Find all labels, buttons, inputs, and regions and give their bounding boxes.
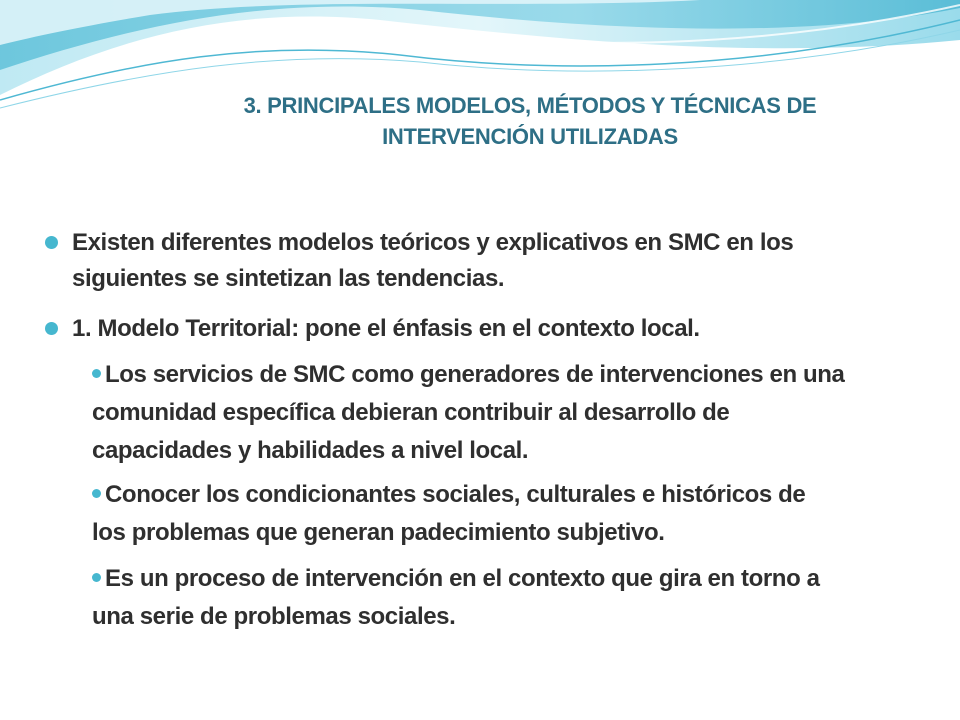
bullet-item-1 bbox=[72, 225, 932, 297]
sub-bullet-dot-icon bbox=[92, 489, 101, 498]
bullet-item-2 bbox=[72, 311, 932, 347]
bullet-dot-icon bbox=[45, 236, 58, 249]
sub-bullet-item-1 bbox=[92, 356, 922, 470]
sub-bullet-dot-icon bbox=[92, 573, 101, 582]
sub-bullet-3-line-2: una serie de problemas sociales. bbox=[92, 603, 456, 630]
sub-bullet-2-line-1: Conocer los condicionantes sociales, culturales e históricos de bbox=[105, 481, 806, 508]
bullet-2-line-1: 1. Modelo Territorial: pone el énfasis en el contexto local. bbox=[72, 315, 700, 342]
sub-bullet-item-2 bbox=[92, 476, 922, 552]
title-line-1: 3. PRINCIPALES MODELOS, MÉTODOS Y TÉCNICAS DE bbox=[243, 93, 817, 118]
bullet-1-line-1: Existen diferentes modelos teóricos y explicativos en SMC en los bbox=[72, 229, 794, 256]
sub-bullet-dot-icon bbox=[92, 369, 101, 378]
bullet-dot-icon bbox=[45, 322, 58, 335]
bullet-1-line-2: siguientes se sintetizan las tendencias. bbox=[72, 265, 505, 292]
sub-bullet-1-line-3: capacidades y habilidades a nivel local. bbox=[92, 437, 529, 464]
sub-bullet-1-line-2: comunidad específica debieran contribuir al desarrollo de bbox=[92, 399, 730, 426]
sub-bullet-1-line-1: Los servicios de SMC como generadores de intervenciones en una bbox=[105, 361, 845, 388]
sub-bullet-2-line-2: los problemas que generan padecimiento subjetivo. bbox=[92, 519, 665, 546]
sub-bullet-3-line-1: Es un proceso de intervención en el contexto que gira en torno a bbox=[105, 565, 820, 592]
sub-bullet-item-3 bbox=[92, 560, 922, 636]
title-line-2: INTERVENCIÓN UTILIZADAS bbox=[382, 124, 678, 149]
